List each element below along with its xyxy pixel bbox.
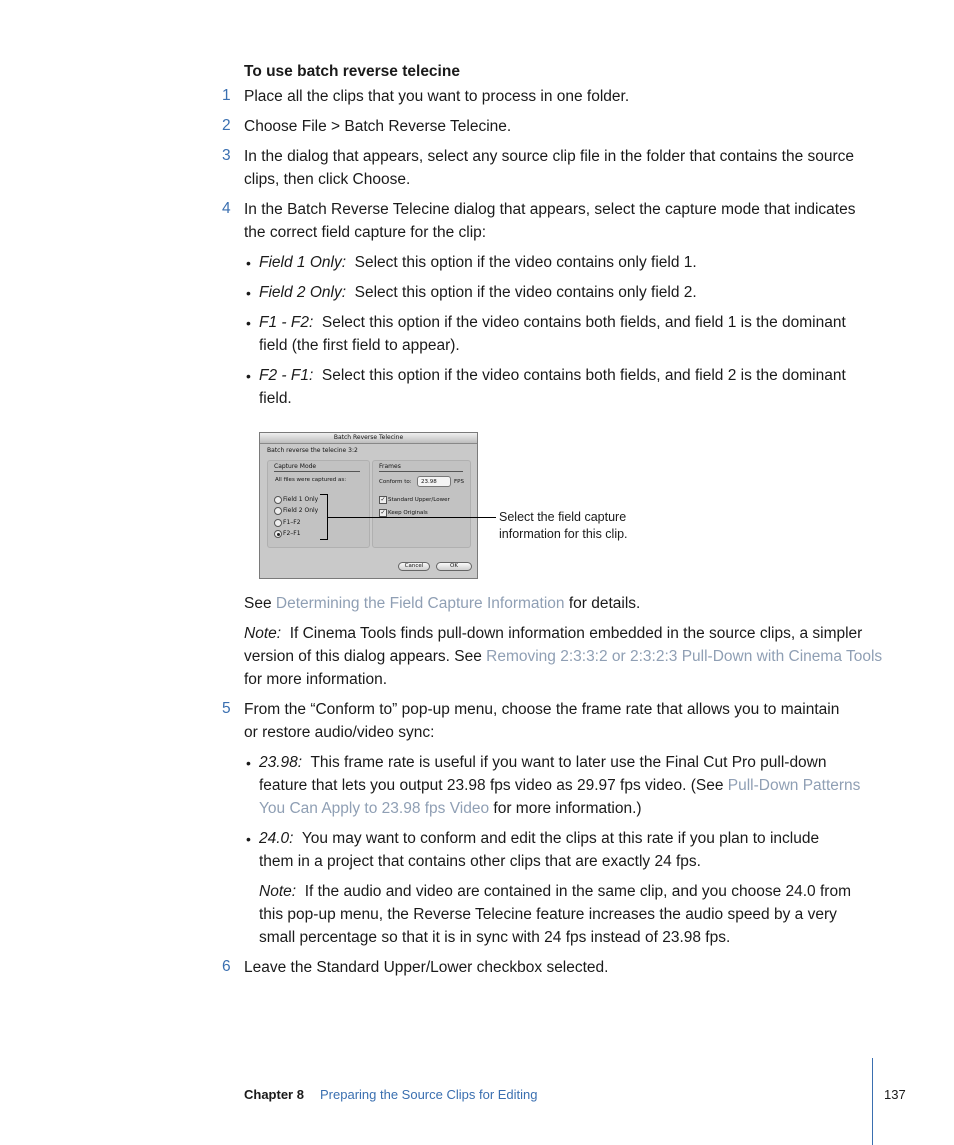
procedure-heading: To use batch reverse telecine (244, 63, 460, 80)
captured-as-label: All files were captured as: (275, 477, 347, 483)
radio-f2-f1[interactable] (274, 530, 282, 538)
callout-bracket-bottom (320, 539, 328, 540)
bullet-text: Select this option if the video contains both fields, and field 2 is the dominant (321, 367, 846, 384)
note-line (244, 645, 882, 668)
callout-line-2: information for this clip. (499, 527, 628, 541)
dialog-title: Batch Reverse Telecine (260, 433, 477, 444)
see-suffix: for details. (564, 595, 641, 612)
checkbox-label: Standard Upper/Lower (388, 497, 450, 503)
note-text: small percentage so that it is in sync with 24 fps instead of 23.98 fps. (259, 929, 731, 946)
bullet-text: This frame rate is useful if you want to later use the Final Cut Pro pull-down (310, 754, 827, 771)
step-text: In the Batch Reverse Telecine dialog that appears, select the capture mode that indicates (244, 201, 856, 218)
step-text: clips, then click Choose. (244, 171, 411, 188)
step-text: From the “Conform to” pop-up menu, choose the frame rate that allows you to maintain (244, 701, 840, 718)
callout-line-1: Select the field capture (499, 510, 627, 524)
page-number: 137 (884, 1087, 906, 1102)
frames-group (372, 460, 471, 548)
checkbox-label: Keep Originals (388, 510, 428, 516)
see-prefix: See (244, 595, 276, 612)
step-number: 2 (222, 117, 231, 134)
bullet-term: Field 2 Only: (259, 284, 347, 301)
step-text: In the dialog that appears, select any source clip file in the folder that contains the source (244, 148, 855, 165)
radio-f1-f2[interactable] (274, 519, 282, 527)
ok-button[interactable]: OK (436, 562, 472, 571)
note-text: If the audio and video are contained in the same clip, and you choose 24.0 from (304, 883, 851, 900)
bullet-text: them in a project that contains other clips that are exactly 24 fps. (259, 853, 701, 870)
capture-mode-label: Capture Mode (274, 463, 317, 470)
see-reference (244, 592, 640, 615)
bullet-term: F2 - F1: (259, 367, 314, 384)
fps-label: FPS (454, 479, 464, 485)
note-text: for more information. (244, 671, 387, 688)
note-label: Note: (259, 883, 297, 900)
note-line (259, 880, 851, 903)
see-link[interactable]: Determining the Field Capture Information (275, 595, 565, 612)
bullet-item (259, 827, 819, 850)
bullet-text: Select this option if the video contains only field 1. (354, 254, 697, 271)
bullet-term: 23.98: (259, 754, 303, 771)
bullet-item (259, 281, 697, 304)
bullet-text: You may want to conform and edit the clips at this rate if you plan to include (301, 830, 820, 847)
bullet-text: Select this option if the video contains both fields, and field 1 is the dominant (321, 314, 846, 331)
step-number: 1 (222, 87, 231, 104)
note-line (244, 622, 862, 645)
checkbox-keep-originals[interactable]: ✓ (380, 509, 386, 516)
bullet-text: Select this option if the video contains only field 2. (354, 284, 697, 301)
bullet-glyph: • (246, 285, 251, 301)
conform-label: Conform to: (379, 479, 412, 485)
note-text: If Cinema Tools finds pull-down information embedded in the source clips, a simpler (289, 625, 863, 642)
radio-field-2-only[interactable] (274, 507, 282, 515)
bullet-item (259, 311, 846, 334)
step-number: 3 (222, 147, 231, 164)
bullet-text: for more information.) (489, 800, 642, 817)
bullet-line (259, 774, 860, 797)
step-text: Choose File > Batch Reverse Telecine. (244, 118, 512, 135)
radio-label: F1–F2 (283, 519, 301, 526)
bullet-text: field. (259, 390, 292, 407)
bullet-glyph: • (246, 255, 251, 271)
step-text: or restore audio/video sync: (244, 724, 435, 741)
dialog-subtitle: Batch reverse the telecine 3:2 (267, 447, 358, 454)
bullet-line (259, 797, 642, 820)
callout-text (499, 509, 628, 543)
bullet-item (259, 751, 827, 774)
callout-line (327, 517, 496, 518)
bullet-term: F1 - F2: (259, 314, 314, 331)
bullet-item (259, 364, 846, 387)
note-link[interactable]: Removing 2:3:3:2 or 2:3:2:3 Pull-Down with Cinema Tools (486, 648, 883, 665)
step-number: 4 (222, 200, 231, 217)
pull-down-link[interactable]: Pull-Down Patterns (727, 777, 861, 794)
note-text: version of this dialog appears. See (244, 648, 487, 665)
radio-label: Field 1 Only (283, 496, 319, 503)
footer-chapter: Chapter 8 (244, 1087, 304, 1102)
checkbox-standard-upper-lower[interactable]: ✓ (380, 496, 386, 503)
note-text: this pop-up menu, the Reverse Telecine feature increases the audio speed by a very (259, 906, 837, 923)
radio-label: Field 2 Only (283, 507, 319, 514)
step-number: 5 (222, 700, 231, 717)
radio-label: F2–F1 (283, 530, 301, 537)
bullet-term: 24.0: (259, 830, 294, 847)
bullet-term: Field 1 Only: (259, 254, 347, 271)
footer-chapter-title[interactable]: Preparing the Source Clips for Editing (320, 1087, 538, 1102)
step-number: 6 (222, 958, 231, 975)
pull-down-link[interactable]: You Can Apply to 23.98 fps Video (259, 800, 490, 817)
frames-label: Frames (379, 463, 401, 470)
frames-underline (379, 471, 463, 472)
batch-reverse-telecine-dialog (259, 432, 478, 579)
note-label: Note: (244, 625, 282, 642)
bullet-text: field (the first field to appear). (259, 337, 460, 354)
cancel-button[interactable]: Cancel (398, 562, 430, 571)
bullet-glyph: • (246, 368, 251, 384)
bullet-text: feature that lets you output 23.98 fps video as 29.97 fps video. (See (259, 777, 728, 794)
footer-rule (872, 1058, 873, 1145)
bullet-glyph: • (246, 315, 251, 331)
step-text: the correct field capture for the clip: (244, 224, 487, 241)
bullet-glyph: • (246, 831, 251, 847)
radio-field-1-only[interactable] (274, 496, 282, 504)
step-text: Leave the Standard Upper/Lower checkbox selected. (244, 959, 609, 976)
conform-value: 23.98 (421, 479, 437, 485)
bullet-item (259, 251, 697, 274)
bullet-glyph: • (246, 755, 251, 771)
step-text: Place all the clips that you want to process in one folder. (244, 88, 630, 105)
capture-mode-underline (274, 471, 360, 472)
